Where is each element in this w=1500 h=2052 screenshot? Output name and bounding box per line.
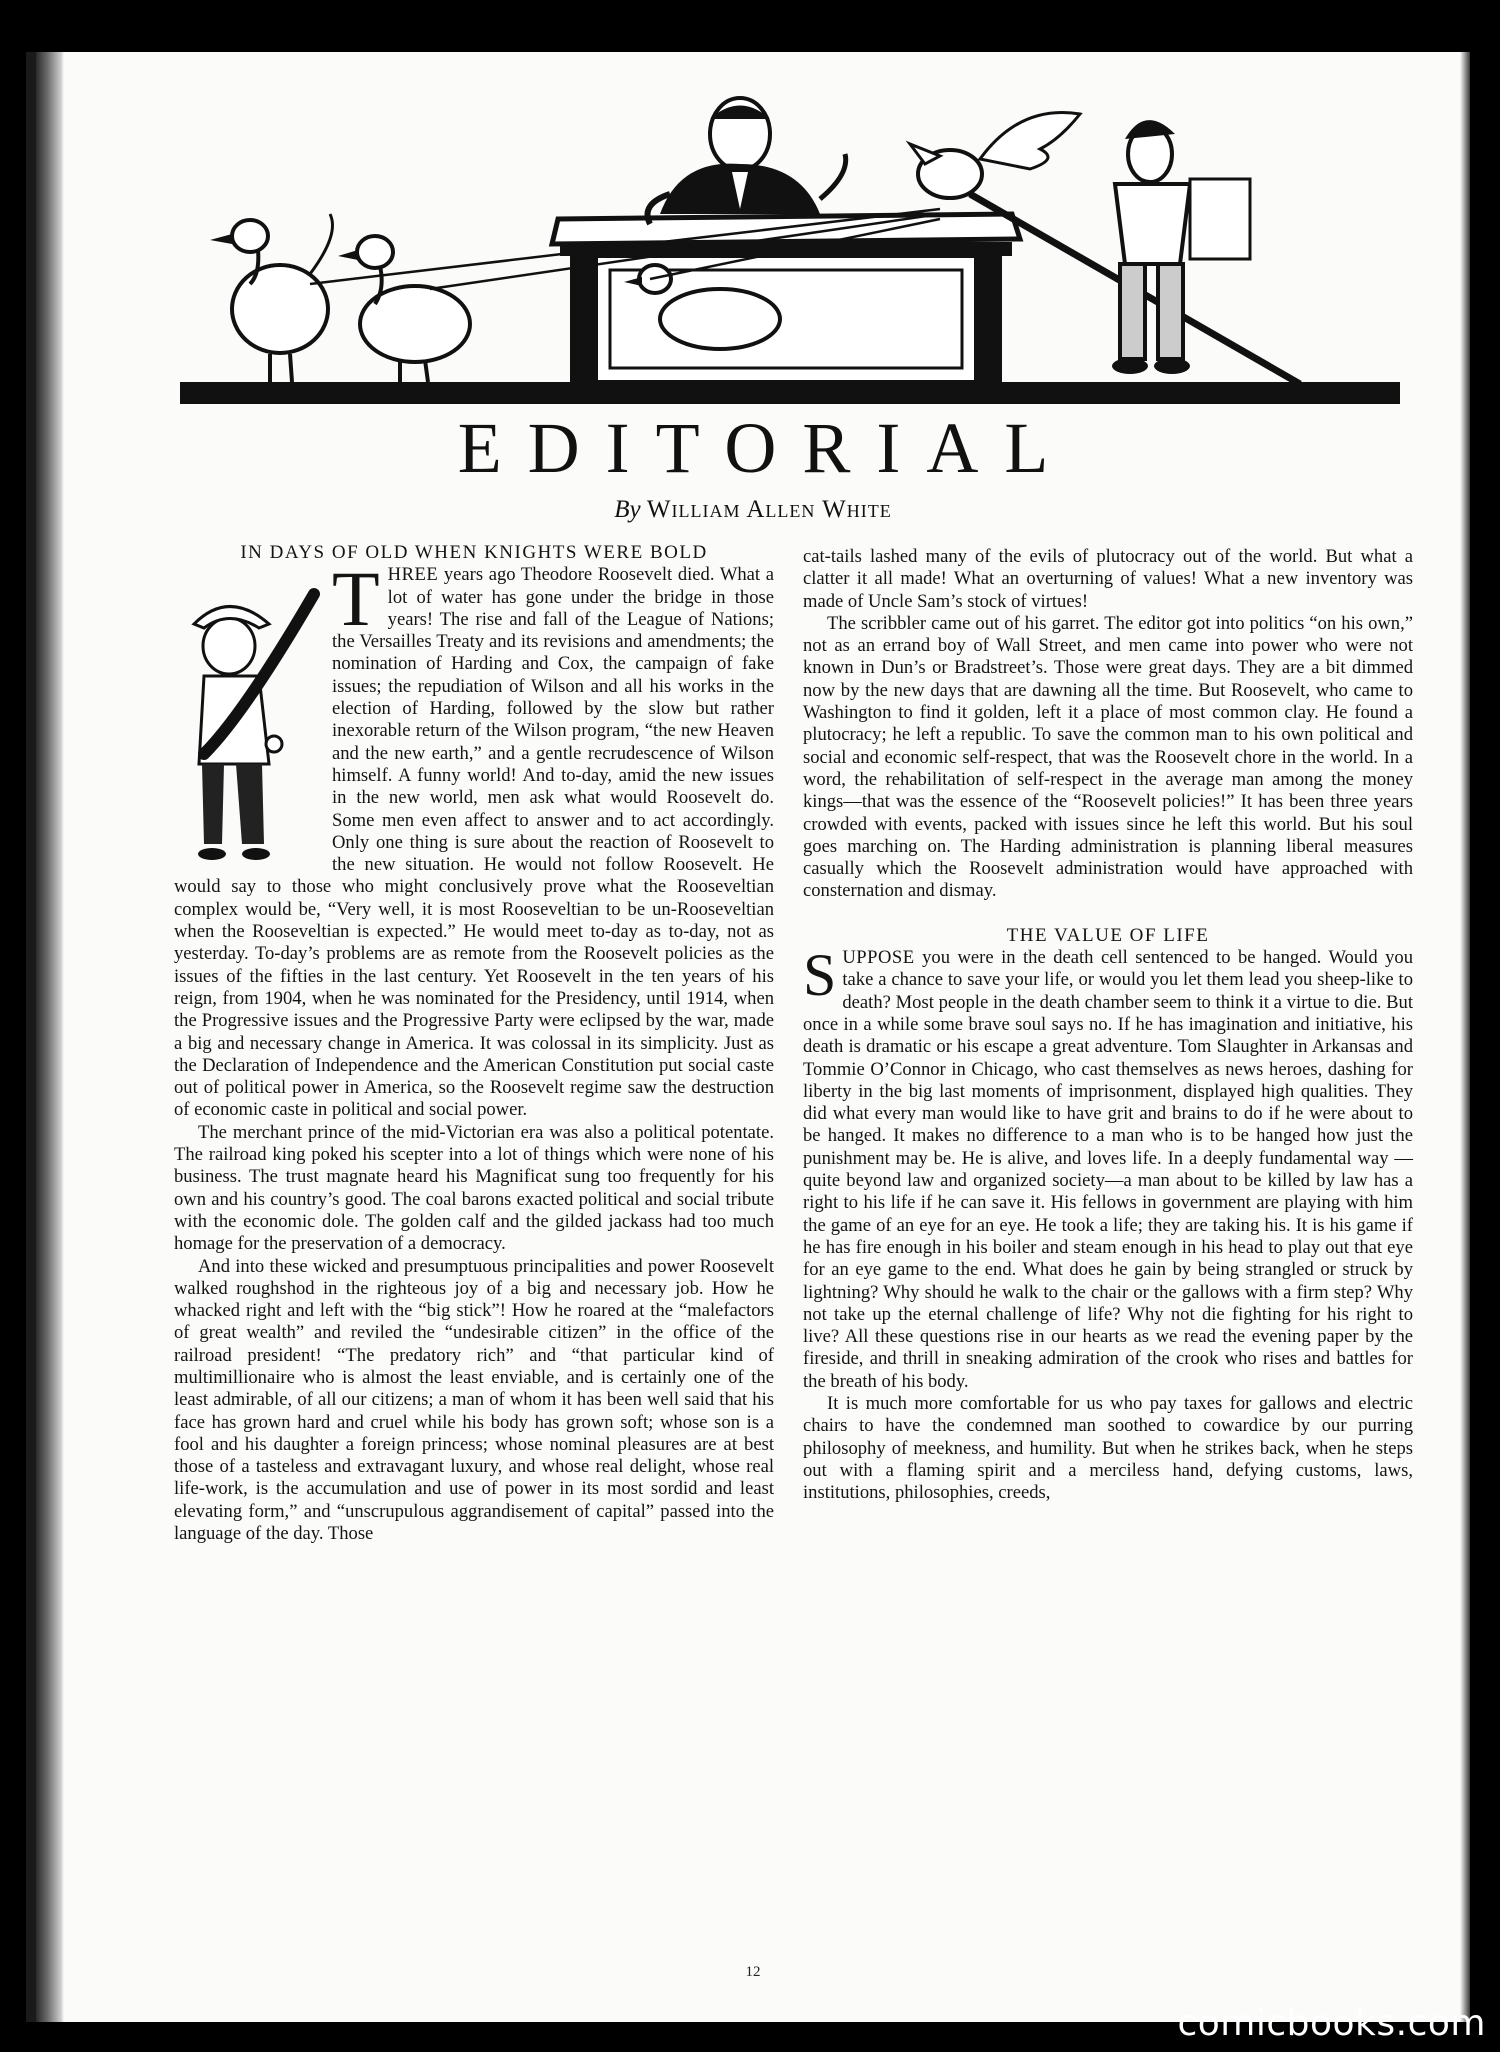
page-title: EDITORIAL — [457, 408, 1075, 488]
page-binding-shadow — [36, 52, 64, 2022]
section2-paragraph-2: It is much more comfortable for us who pay taxes for gallows and electric chairs to have the condemned man soothed to cowardice by our purring philosophy of meekness, and humility. But when he strikes back, when he steps out with a flaming spirit and a merciless hand, defying customs, laws, institutions, philosophies, creeds, — [803, 1392, 1413, 1504]
poet-figure-drawing — [1112, 120, 1250, 374]
duck-2-drawing — [338, 236, 470, 382]
site-watermark: comicbooks.com — [1177, 2003, 1486, 2044]
first-word-three: HREE — [387, 564, 439, 586]
page-edge-shadow — [1460, 52, 1470, 2022]
page-number: 12 — [745, 1964, 761, 1980]
section-heading-knights: IN DAYS OF OLD WHEN KNIGHTS WERE BOLD — [240, 542, 708, 563]
section1-continued-paragraph-1: cat-tails lashed many of the evils of plutocracy out of the world. But what a clatter it all made! What an overturning of values! What a new inventory was made of Uncle Sam’s stock of virtues! — [803, 546, 1413, 612]
section1-paragraph-3: And into these wicked and presumptuous principalities and power Roosevelt walked roughshod in the righteous joy of a big and necessary job. How he whacked right and left with the “big stick”! How he roared at the “malefactors of great wealth” and reviled the “undesirable citizen” in the office of the railroad president! “The predatory rich” and “that particular kind of multimillionaire who is almost the least enviable, and is certainly one of the least admirable, of all our citizens; a man of whom it has been well said that his face has grown hard and cruel while his body has grown soft; whose son is a fool and his daughter a foreign princess; whose nominal pleasures are at best those of a tasteless and extravagant luxury, and whose real delight, whose real life-work, is the accumulation and use of power in its most sordid and least elevating form,” and “unscrupulous aggrandisement of capital” passed into the language of the day. Those — [174, 1255, 774, 1545]
desk-drawing — [552, 214, 1020, 382]
section2-paragraph-1 — [803, 942, 1413, 1393]
duck-1-drawing — [210, 214, 333, 382]
author-name: William Allen White — [646, 496, 892, 523]
first-word-suppose: UPPOSE — [842, 947, 915, 969]
paragraph-text: years ago Theodore Roosevelt died. What a lot of water has gone under the bridge in those years! The rise and fall of the League of Nations; the Versailles Treaty and its revisions and amendments; the nomination of Harding and Cox, the campaign of fake issues; the repudiation of Wilson and all his works in the election of Harding, followed by the slow but rather inexorable return of the Wilson program, “the new Heaven and the new earth,” and a gentle recrudescence of Wilson himself. A funny world! And to-day, amid the new issues in the new world, men ask what would Roosevelt do. Some men even affect to answer and to act accordingly. Only one thing is sure about the reaction of Roosevelt to the new situation. He would not follow Roosevelt. He would say to those who might conclusively prove what the Rooseveltian complex would be, “Very well, it is most Rooseveltian to be un-Rooseveltian when the Rooseveltian is expected.” He would meet to-day as to-day, not as yesterday. To-day’s problems are as remote from the Roosevelt policies as the issues of the fifties in the last century. Yet Roosevelt in the ten years of his reign, from 1904, when he was nominated for the Presidency, until 1914, when the Progressive issues and the Progressive Party were eclipsed by the war, made a big and necessary change in America. It was colossal in its simplicity. Just as the Declaration of Independence and the American Constitution put social caste out of political power in America, so the Roosevelt regime saw the destruction of economic caste in political and social power. — [174, 564, 774, 1121]
drop-cap-t: T — [332, 555, 380, 643]
byline — [36, 496, 1470, 524]
section-heading-value-of-life: THE VALUE OF LIFE — [1006, 924, 1210, 946]
cartoon-banner-illustration — [180, 64, 1400, 404]
ground-bar — [180, 382, 1400, 404]
section1-paragraph-2: The merchant prince of the mid-Victorian era was also a political potentate. The railroad king poked his scepter into a lot of things which were none of his business. The trust magnate heard his Magnificat sung too frequently for his own and his country’s good. The coal barons exacted political and social tribute with the economic dole. The golden calf and the gilded jackass had too much homage for the preservation of a democracy. — [174, 1121, 774, 1255]
byline-prefix: By — [614, 496, 641, 523]
magazine-page — [26, 52, 1470, 2022]
man-behind-desk-drawing — [648, 98, 846, 224]
cowboy-illustration — [174, 564, 324, 864]
section1-continued-paragraph-2: The scribbler came out of his garret. The editor got into politics “on his own,” not as an errand boy of Wall Street, and men came into power who were not known in Dun’s or Bradstreet’s. Those were great days. They are a bit dimmed now by the new days that are dawning all the time. But Roosevelt, who came to Washington to find it golden, left it a place of most common clay. He found a plutocracy; he left a republic. To save the common man to his own political and social and economic self-respect, that was the Roosevelt chore in the world. In a word, the rehabilitation of self-respect in the average man among the money kings—that was the essence of the “Roosevelt policies!” It has been three years crowded with events, packed with issues since he left this world. But his soul goes marching on. The Harding administration is planning liberal measures casually which the Roosevelt administration would have approached with consternation and dismay. — [803, 612, 1413, 902]
right-column — [803, 546, 1413, 1504]
drop-cap-s: S — [803, 942, 837, 1009]
left-column — [174, 542, 774, 1545]
paragraph-text: you were in the death cell sentenced to be hanged. Would you take a chance to save your life, or would you let them lead you sheep-like to death? Most people in the death chamber seem to think it a virtue to die. But once in a while some brave soul says no. If he has imagination and initiative, his death is dramatic or his escape a great adventure. Tom Slaughter in Arkansas and Tommie O’Connor in Chicago, who cast themselves as news heroes, dashing for liberty in the big last moments of imprisonment, displayed high qualities. They did what every man would like to have grit and brains to do if he were about to be hanged. It makes no difference to a man who is to be hanged how just the punishment may be. He is alive, and loves life. In a deeply fundamental way — quite beyond law and organized society—a man about to be killed by law has a right to his life if he can save it. His fellows in government are playing with him the game of an eye for an eye. He took a life; they are taking his. It is his game if he has fire enough in his boiler and steam enough in his head to play out that eye for an eye game to the end. What does he gain by being strangled or struck by lightning? Why should he walk to the chair or the gallows with a firm step? Why not take up the eternal challenge of life? Why not die fighting for his right to live? All these questions rise in our hearts as we read the evening paper by the fireside, and thrill in sneaking admiration of the crook who rises and battles for the breath of his body. — [803, 947, 1413, 1392]
